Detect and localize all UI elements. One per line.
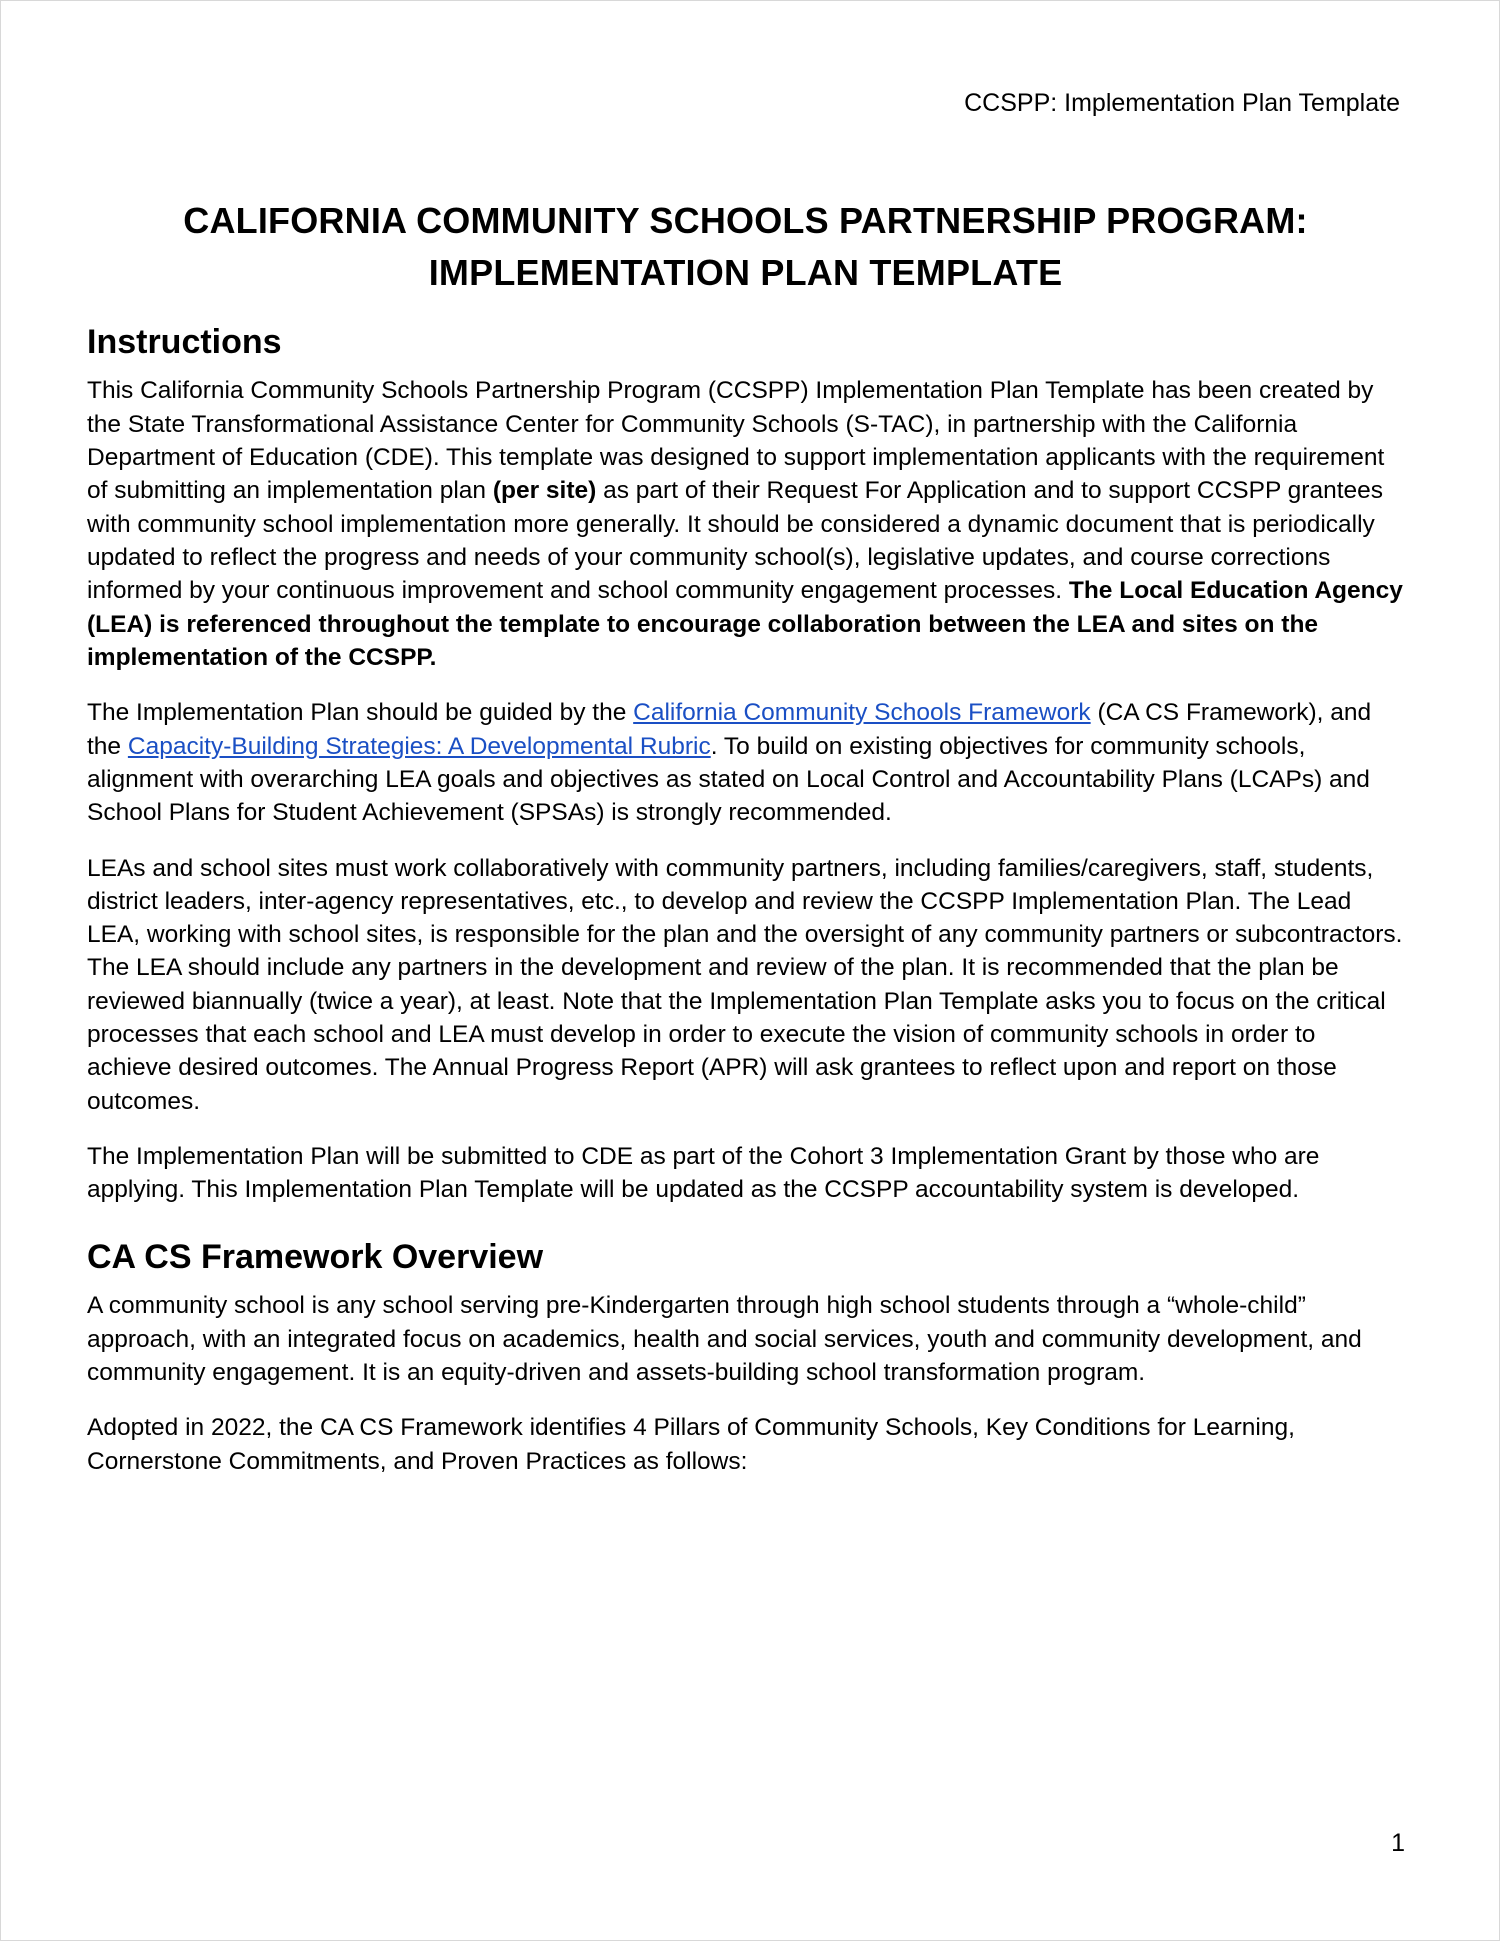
instructions-p1-bold-2: The Local Education Agency (LEA) is referenced throughout the template to encourage collaboration between the LEA and sites on the implementation of the CCSPP.: [87, 577, 1403, 671]
page-title-line-1: CALIFORNIA COMMUNITY SCHOOLS PARTNERSHIP PROGRAM:: [183, 199, 1308, 241]
document-header: CCSPP: Implementation Plan Template: [964, 89, 1400, 117]
instructions-p1-text-2: as part of their Request For Application and to support CCSPP grantees with community school implementation more generally. It should be considered a dynamic document that is periodically updated to reflect the progress and needs of your community school(s), legislative updates, and course corrections informed by your continuous improvement and school community engagement processes.: [87, 477, 1384, 605]
heading-ca-cs-framework-overview: CA CS Framework Overview: [87, 1237, 544, 1276]
instructions-paragraph-1: [87, 374, 1404, 674]
framework-overview-paragraph-2: Adopted in 2022, the CA CS Framework identifies 4 Pillars of Community Schools, Key Conditions for Learning, Cornerstone Commitments, and Proven Practices as follows:: [87, 1414, 1295, 1475]
title-block: [87, 198, 1404, 296]
heading-instructions: Instructions: [87, 322, 282, 361]
page-title-line-2: IMPLEMENTATION PLAN TEMPLATE: [428, 251, 1063, 293]
instructions-p2-text-1: The Implementation Plan should be guided by the: [87, 699, 634, 727]
instructions-paragraph-3: LEAs and school sites must work collaboratively with community partners, including families/caregivers, staff, students, district leaders, inter-agency representatives, etc., to develop and review the CCSPP Implementation Plan. The Lead LEA, working with school sites, is responsible for the plan and the oversight of any community partners or subcontractors. The LEA should include any partners in the development and review of the plan. It is recommended that the plan be reviewed biannually (twice a year), at least. Note that the Implementation Plan Template asks you to focus on the critical processes that each school and LEA must develop in order to execute the vision of community schools in order to achieve desired outcomes. The Annual Progress Report (APR) will ask grantees to reflect upon and report on those outcomes.: [87, 854, 1403, 1115]
page-content: [87, 87, 1404, 1500]
instructions-p2-text-3: . To build on existing objectives for community schools, alignment with overarching LEA goals and objectives as stated on Local Control and Accountability Plans (LCAPs) and School Plans for Student Achievement (SPSAs) is strongly recommended.: [87, 732, 1370, 827]
link-capacity-building-rubric[interactable]: Capacity-Building Strategies: A Developmental Rubric: [127, 732, 711, 760]
instructions-paragraph-2: [87, 696, 1404, 829]
instructions-p1-bold-1: (per site): [492, 477, 597, 505]
instructions-p1-text-1: This California Community Schools Partnership Program (CCSPP) Implementation Plan Template has been created by the State Transformational Assistance Center for Community Schools (S-TAC), in partnership with the California Department of Education (CDE). This template was designed to support implementation applicants with the requirement of submitting an implementation plan: [87, 377, 1385, 505]
page-number: 1: [1391, 1829, 1405, 1857]
instructions-p2-text-2: (CA CS Framework), and the: [87, 699, 1372, 760]
link-ca-cs-framework[interactable]: California Community Schools Framework: [633, 699, 1091, 727]
framework-overview-paragraph-1: A community school is any school serving pre-Kindergarten through high school students through a “whole-child” approach, with an integrated focus on academics, health and social services, youth and community development, and community engagement. It is an equity-driven and assets-building school transformation program.: [87, 1292, 1362, 1387]
instructions-paragraph-4: The Implementation Plan will be submitted to CDE as part of the Cohort 3 Implementation Grant by those who are applying. This Implementation Plan Template will be updated as the CCSPP accountability system is developed.: [87, 1143, 1320, 1204]
